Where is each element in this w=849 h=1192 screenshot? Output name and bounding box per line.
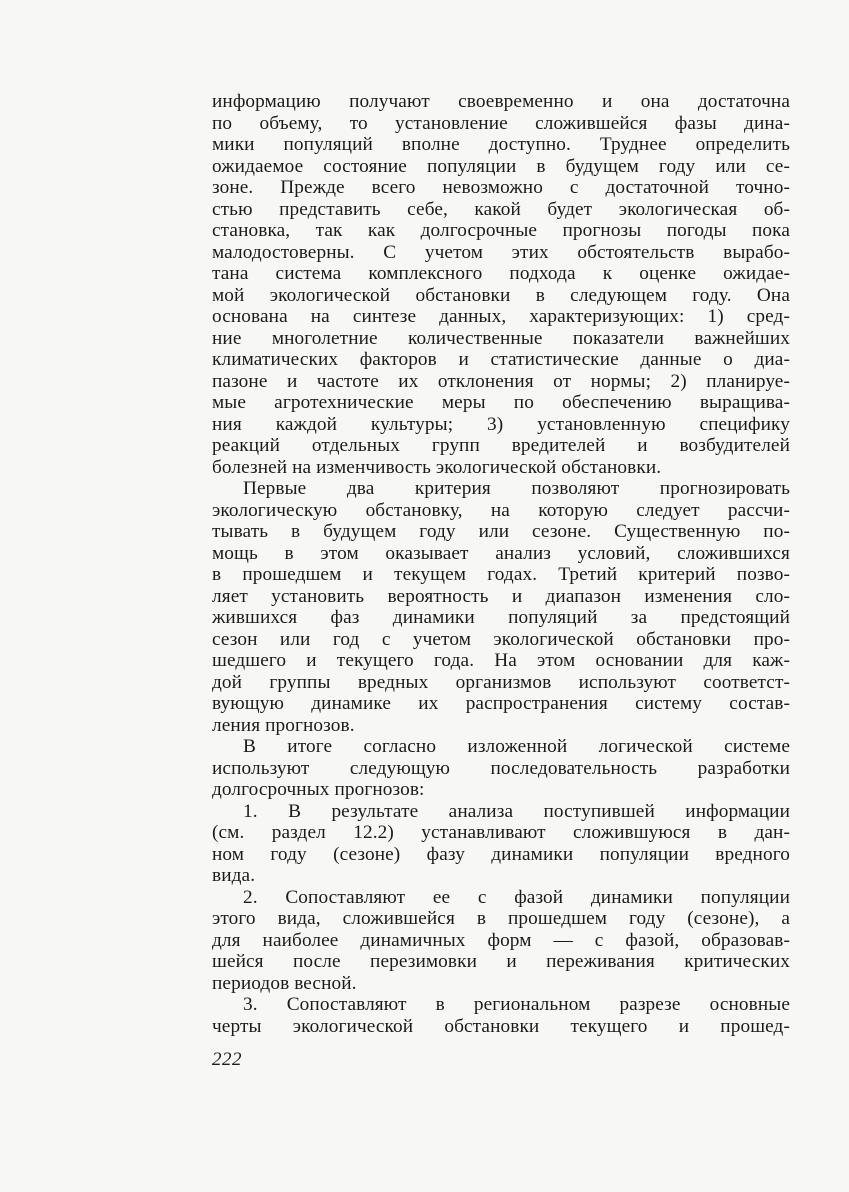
text-line: становка, так как долгосрочные прогнозы погоды пока: [212, 220, 790, 241]
text-line: малодостоверны. С учетом этих обстоятельств вырабо-: [212, 241, 790, 263]
text-line: реакций отдельных групп вредителей и возбудителей: [212, 435, 790, 456]
text-line: ном году (сезоне) фазу динамики популяции вредного: [212, 843, 790, 865]
text-line: болезней на изменчивость экологической обстановки.: [212, 456, 662, 478]
text-line: тывать в будущем году или сезоне. Существенную по-: [212, 521, 790, 542]
text-line: мые агротехнические меры по обеспечению выращива-: [212, 392, 790, 413]
text-line: периодов весной.: [212, 972, 357, 994]
text-line: шейся после перезимовки и переживания критических: [212, 951, 790, 972]
text-line: мощь в этом оказывает анализ условий, сложившихся: [212, 542, 790, 564]
text-line: ления прогнозов.: [212, 714, 355, 736]
paragraph: [212, 478, 790, 736]
text-line: основана на синтезе данных, характеризующих: 1) сред-: [212, 306, 790, 327]
text-line: ние многолетние количественные показатели важнейших: [212, 327, 790, 349]
text-line: Первые два критерия позволяют прогнозировать: [243, 478, 790, 499]
text-line: вида.: [212, 865, 256, 886]
text-line: черты экологической обстановки текущего и прошед-: [212, 1015, 790, 1037]
paragraph: [212, 801, 790, 887]
text-line: мой экологической обстановки в следующем году. Она: [212, 284, 790, 306]
text-line: в прошедшем и текущем годах. Третий критерий позво-: [212, 564, 790, 585]
text-line: пазоне и частоте их отклонения от нормы; 2) планируе-: [212, 370, 790, 392]
text-line: ожидаемое состояние популяции в будущем году или се-: [212, 155, 790, 177]
page-number: 222: [212, 1049, 242, 1070]
text-line: ляет установить вероятность и диапазон изменения сло-: [212, 585, 790, 607]
text-line: 2. Сопоставляют ее с фазой динамики популяции: [243, 886, 790, 908]
text-line: 1. В результате анализа поступившей информации: [243, 800, 790, 822]
text-line: жившихся фаз динамики популяций за предстоящий: [212, 607, 790, 628]
text-line: В итоге согласно изложенной логической системе: [243, 736, 790, 757]
paragraph: [212, 887, 790, 995]
text-line: 3. Сопоставляют в региональном разрезе основные: [243, 994, 790, 1015]
text-line: для наиболее динамичных форм — с фазой, образовав-: [212, 929, 790, 951]
text-line: долгосрочных прогнозов:: [212, 779, 425, 800]
text-line: тана система комплексного подхода к оценке ожидае-: [212, 263, 790, 284]
text-line: используют следующую последовательность разработки: [212, 757, 790, 779]
text-line: дой группы вредных организмов используют соответст-: [212, 671, 790, 693]
paragraph: [212, 994, 790, 1037]
text-line: сезон или год с учетом экологической обстановки про-: [212, 628, 790, 650]
text-line: по объему, то установление сложившейся фазы дина-: [212, 112, 790, 134]
text-line: информацию получают своевременно и она достаточна: [212, 91, 790, 112]
paragraph: [212, 91, 790, 478]
text-line: мики популяций вполне доступно. Труднее определить: [212, 134, 790, 155]
text-line: климатических факторов и статистические данные о диа-: [212, 349, 790, 370]
text-line: ния каждой культуры; 3) установленную специфику: [212, 413, 790, 435]
page-body: [212, 91, 790, 1037]
text-line: шедшего и текущего года. На этом основании для каж-: [212, 650, 790, 671]
text-line: этого вида, сложившейся в прошедшем году (сезоне), а: [212, 908, 790, 929]
text-line: стью представить себе, какой будет экологическая об-: [212, 198, 790, 220]
text-line: зоне. Прежде всего невозможно с достаточной точно-: [212, 177, 790, 198]
text-line: вующую динамике их распространения систему состав-: [212, 693, 790, 714]
paragraph: [212, 736, 790, 801]
text-line: (см. раздел 12.2) устанавливают сложившуюся в дан-: [212, 822, 790, 843]
text-line: экологическую обстановку, на которую следует рассчи-: [212, 499, 790, 521]
